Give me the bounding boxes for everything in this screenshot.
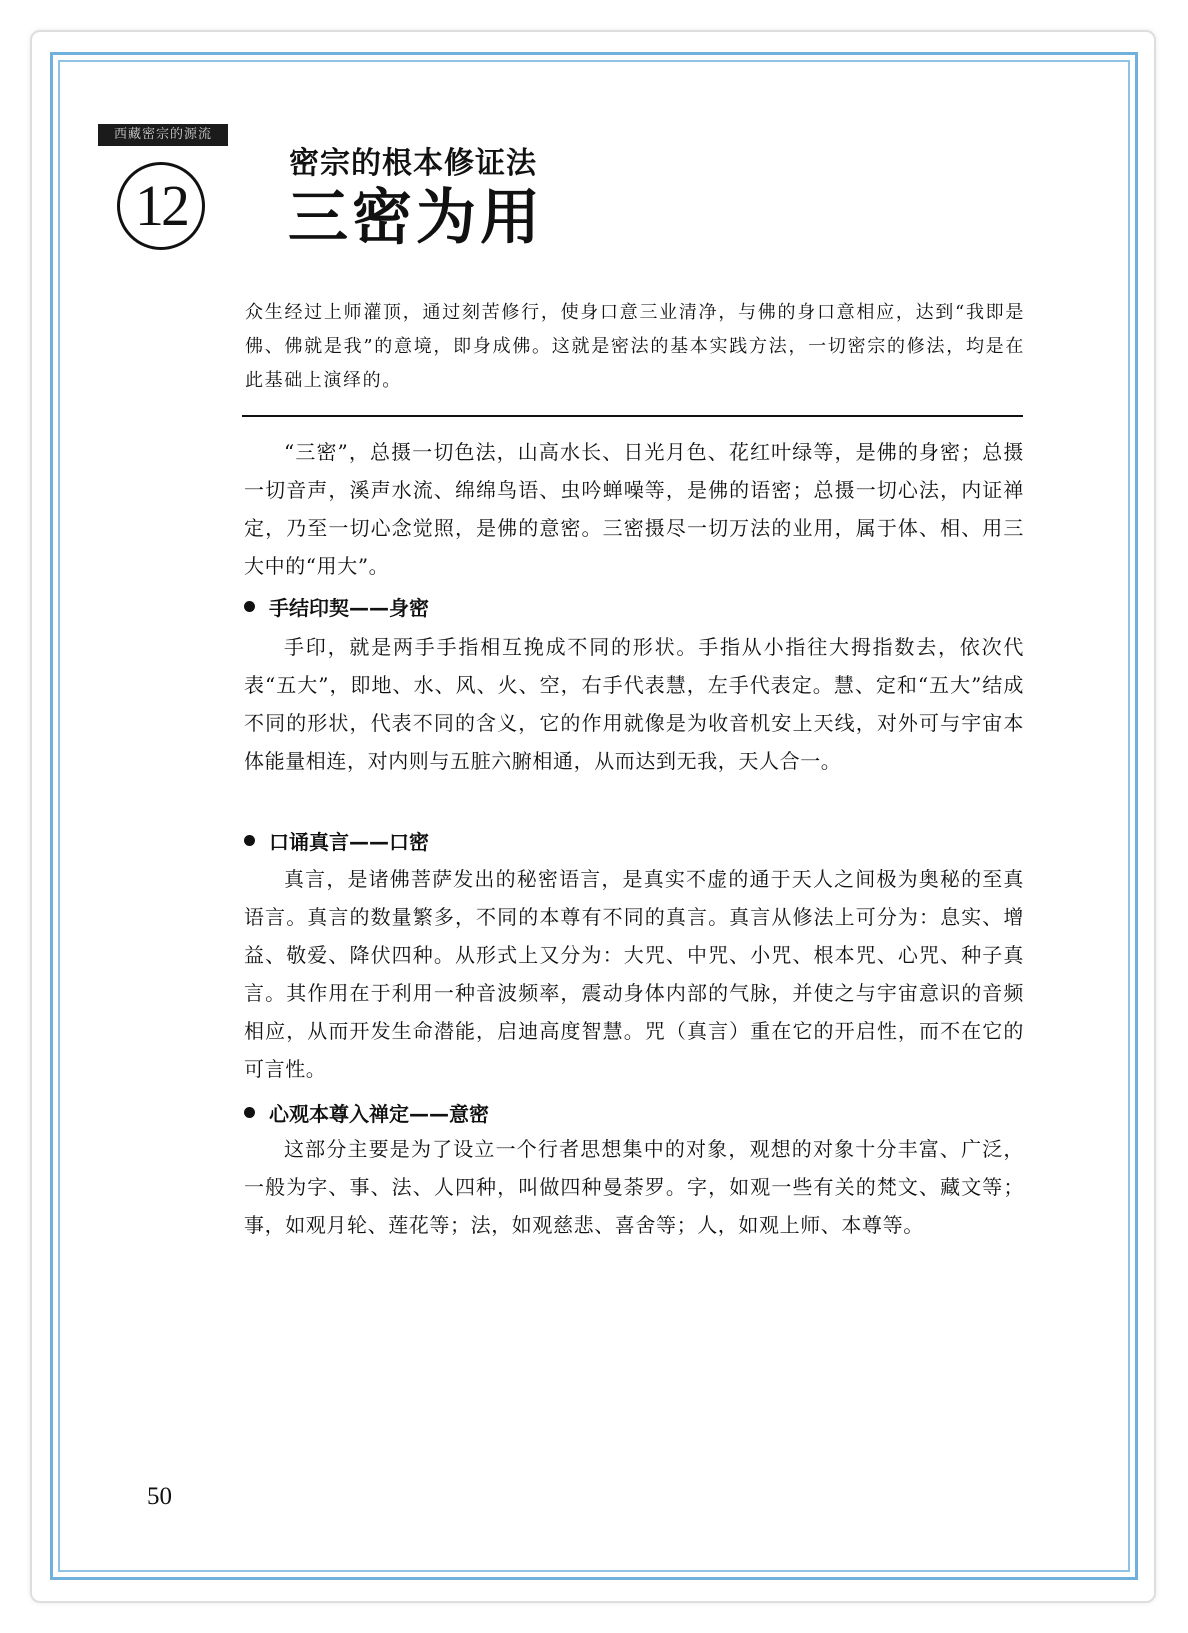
- bullet-icon: [244, 835, 255, 846]
- chapter-number: 12: [135, 173, 187, 238]
- section-paragraph: 手印，就是两手手指相互挽成不同的形状。手指从小指往大拇指数去，依次代表“五大”，即地、水、风、火、空，右手代表慧，左手代表定。慧、定和“五大”结成不同的形状，代表不同的含义，它的作用就像是为收音机安上天线，对外可与宇宙本体能量相连，对内则与五脏六腑相通，从而达到无我，天人合一。: [244, 635, 1024, 773]
- section-divider: [242, 415, 1023, 417]
- bullet-icon: [244, 601, 255, 612]
- chapter-number-badge: [117, 162, 205, 250]
- section-paragraph: 这部分主要是为了设立一个行者思想集中的对象，观想的对象十分丰富、广泛，一般为字、事、法、人四种，叫做四种曼荼罗。字，如观一些有关的梵文、藏文等；事，如观月轮、莲花等；法，如观慈悲、喜舍等；人，如观上师、本尊等。: [244, 1137, 1024, 1237]
- section-heading-text: 口诵真言——口密: [269, 830, 429, 854]
- page-number: 50: [147, 1483, 172, 1510]
- section-heading-text: 心观本尊入禅定——意密: [269, 1102, 489, 1126]
- section-paragraph: 真言，是诸佛菩萨发出的秘密语言，是真实不虚的通于天人之间极为奥秘的至真语言。真言的数量繁多，不同的本尊有不同的真言。真言从修法上可分为：息实、增益、敬爱、降伏四种。从形式上又分为：大咒、中咒、小咒、根本咒、心咒、种子真言。其作用在于利用一种音波频率，震动身体内部的气脉，并使之与宇宙意识的音频相应，从而开发生命潜能，启迪高度智慧。咒（真言）重在它的开启性，而不在它的可言性。: [244, 867, 1024, 1081]
- section-heading-mind: [244, 1098, 489, 1127]
- bullet-icon: [244, 1107, 255, 1118]
- intro-paragraph: 众生经过上师灌顶，通过刻苦修行，使身口意三业清净，与佛的身口意相应，达到“我即是佛、佛就是我”的意境，即身成佛。这就是密法的基本实践方法，一切密宗的修法，均是在此基础上演绎的。: [245, 302, 1025, 391]
- chapter-subtitle: 密宗的根本修证法: [289, 146, 537, 181]
- overview-block: [244, 433, 1024, 585]
- page-blue-inner-border: [58, 60, 1130, 1572]
- section-mind-block: [244, 1130, 1024, 1244]
- section-heading-speech: [244, 826, 429, 855]
- section-body-block: [244, 628, 1024, 780]
- chapter-title: 三密为用: [288, 183, 544, 253]
- series-tag: 西藏密宗的源流: [98, 124, 228, 146]
- section-heading-body: [244, 592, 429, 621]
- overview-paragraph: “三密”，总摄一切色法，山高水长、日光月色、花红叶绿等，是佛的身密；总摄一切音声，溪声水流、绵绵鸟语、虫吟蝉噪等，是佛的语密；总摄一切心法，内证禅定，乃至一切心念觉照，是佛的意密。三密摄尽一切万法的业用，属于体、相、用三大中的“用大”。: [244, 440, 1024, 578]
- section-speech-block: [244, 860, 1024, 1088]
- section-heading-text: 手结印契——身密: [269, 596, 429, 620]
